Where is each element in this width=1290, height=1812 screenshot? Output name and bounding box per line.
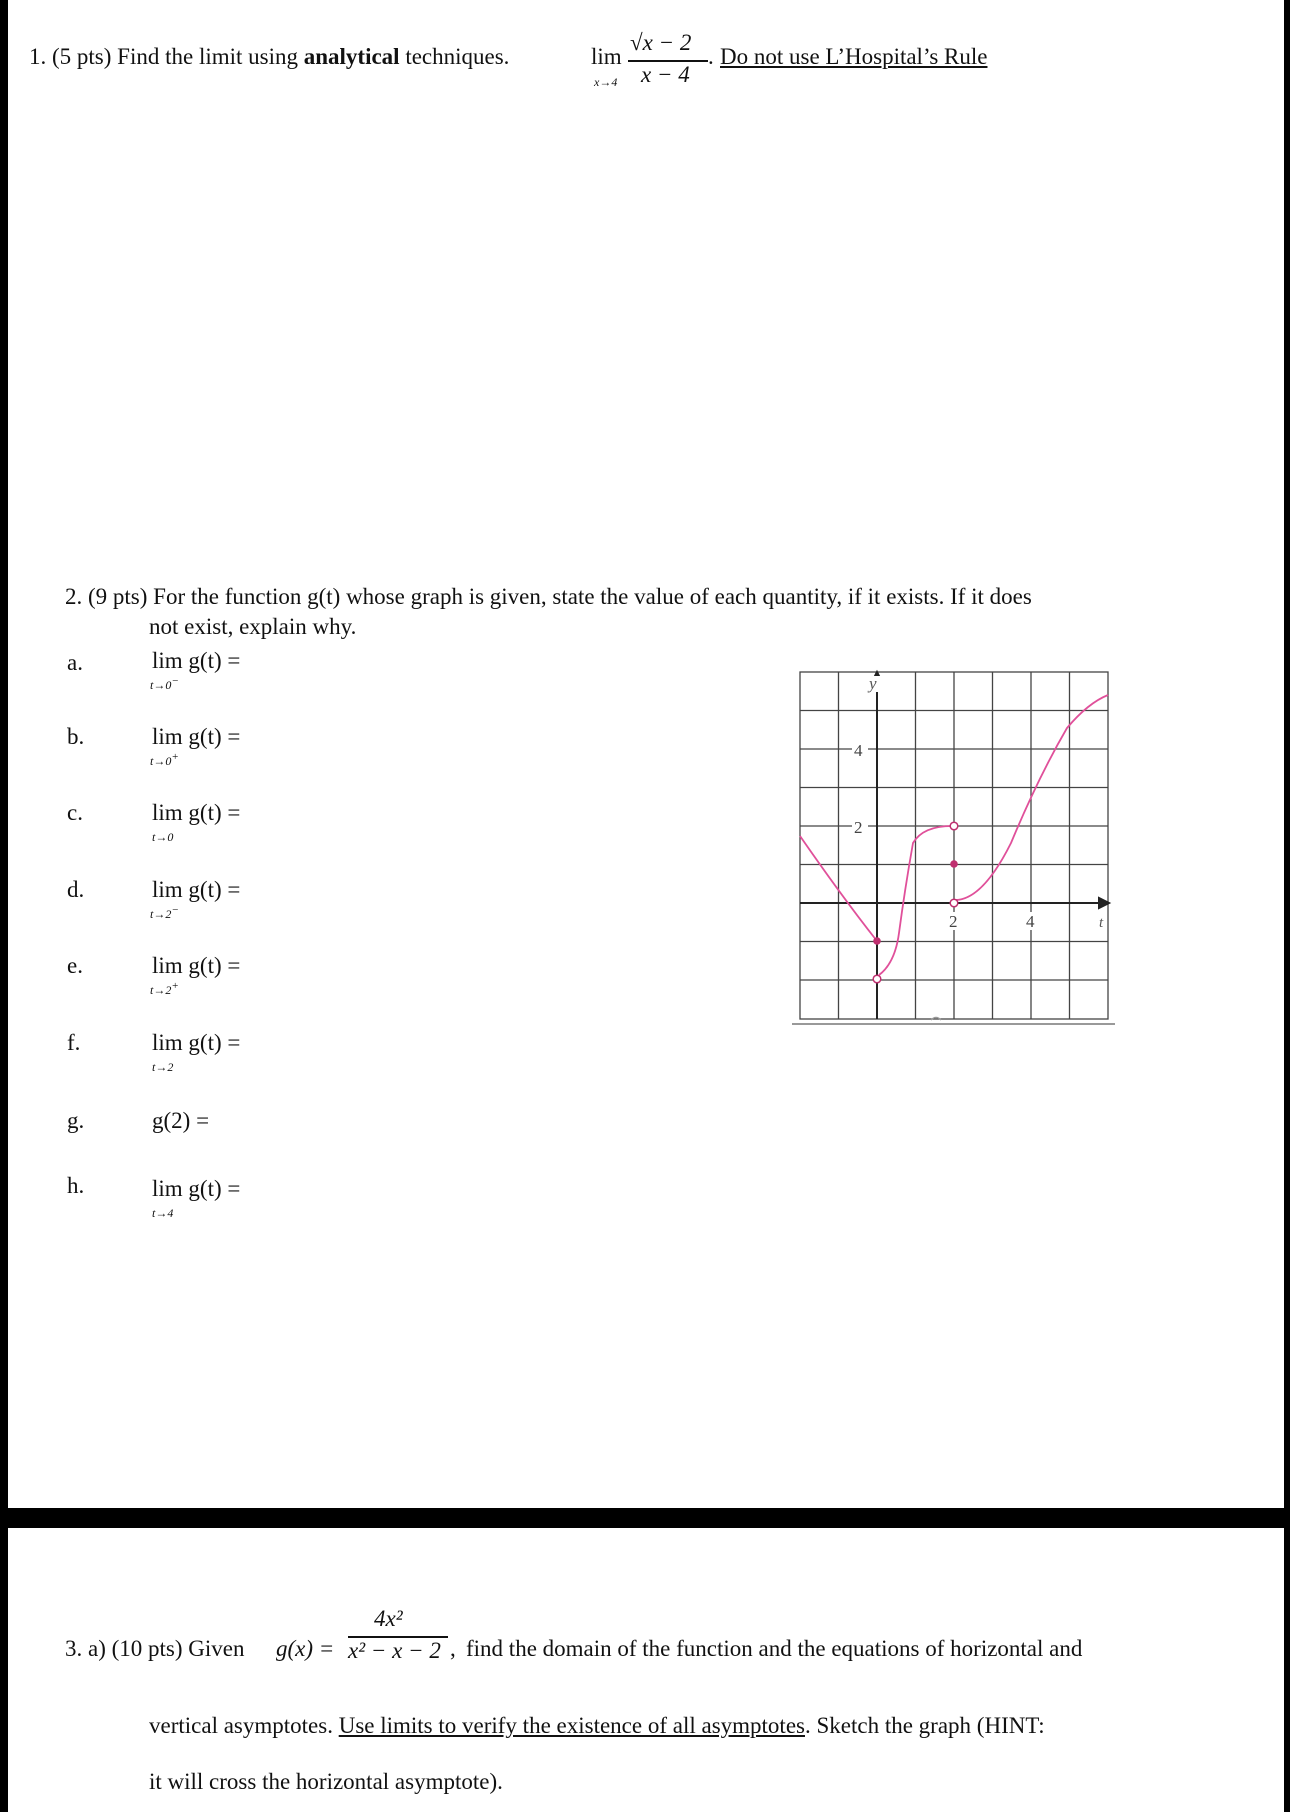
q2-item-sub: t→2+ <box>150 980 179 997</box>
q2-item-letter: e. <box>67 953 83 978</box>
page-sheet-2 <box>8 1528 1284 1812</box>
q2-item-expr: lim g(t) = <box>152 953 241 978</box>
q2-item-expr: lim g(t) = <box>152 1176 241 1201</box>
q1-period: . <box>708 44 714 69</box>
q3-line1-rest: find the domain of the function and the equations of horizontal and <box>466 1636 1083 1661</box>
q3-line2: vertical asymptotes. Use limits to verify the existence of all asymptotes. Sketch the graph (HINT: <box>149 1713 1045 1738</box>
tick-label-t4: 4 <box>1026 912 1035 931</box>
q2-item-letter: b. <box>67 724 85 749</box>
q2-item-letter: c. <box>67 800 83 825</box>
q3-g-of-x: g(x) = <box>276 1636 335 1661</box>
curve-right-branch <box>956 695 1108 900</box>
q1-prefix: 1. (5 pts) Find the limit using <box>29 44 304 69</box>
q3-line3: it will cross the horizontal asymptote). <box>149 1769 503 1794</box>
q2-item-letter: h. <box>67 1173 85 1198</box>
q1-bold-word: analytical <box>303 44 400 69</box>
q1-denominator: x − 4 <box>641 62 690 87</box>
q2-item-letter: d. <box>67 877 85 902</box>
q1-lim: lim <box>591 44 622 69</box>
q3-comma: , <box>450 1636 456 1661</box>
q1-lim-sub: x→4 <box>594 75 618 89</box>
g-of-t-graph <box>783 663 1123 1033</box>
q2-item-sub: t→2− <box>150 904 179 921</box>
q2-line1: 2. (9 pts) For the function g(t) whose graph is given, state the value of each quantity, if it exists. If it does <box>65 584 1032 609</box>
q3-prefix: 3. a) (10 pts) Given <box>65 1636 245 1661</box>
q2-item-expr: lim g(t) = <box>152 724 241 749</box>
q2-item-sub: t→2 <box>152 1060 174 1074</box>
open-point-t2-upper <box>950 822 958 830</box>
closed-point-t2 <box>950 860 958 868</box>
q2-item-expr: lim g(t) = <box>152 800 241 825</box>
open-point-t2-lower <box>950 899 958 907</box>
tick-label-y2: 2 <box>854 818 863 837</box>
q2-item-sub: t→0 <box>152 830 174 844</box>
q3-denominator: x² − x − 2 <box>348 1638 441 1663</box>
open-point-t0 <box>873 975 881 983</box>
q3-numerator: 4x² <box>374 1606 403 1631</box>
q1-text <box>29 44 509 70</box>
q2-item-expr: lim g(t) = <box>152 1030 241 1055</box>
y-axis-label: y <box>869 674 877 693</box>
q2-item-sub: t→0+ <box>150 751 179 768</box>
q2-item-letter: f. <box>67 1030 81 1055</box>
q2-item-expr: lim g(t) = <box>152 648 241 673</box>
q2-item-expr: g(2) = <box>152 1108 210 1133</box>
q2-item-letter: a. <box>67 650 83 675</box>
q2-line2: not exist, explain why. <box>149 614 357 639</box>
closed-point-t0 <box>873 937 881 945</box>
page-sheet-1 <box>8 0 1284 1508</box>
q1-numerator: √x − 2 <box>630 30 692 55</box>
q2-item-sub: t→0− <box>150 675 179 692</box>
q2-item-letter: g. <box>67 1108 85 1133</box>
q1-note: Do not use L’Hospital’s Rule <box>720 44 988 69</box>
t-axis-label: t <box>1099 915 1104 931</box>
tick-label-t2: 2 <box>949 912 958 931</box>
tick-label-y4: 4 <box>854 741 863 760</box>
graph-grid <box>800 672 1108 1019</box>
q1-suffix: techniques. <box>399 44 510 69</box>
q2-item-sub: t→4 <box>152 1206 174 1220</box>
q2-item-expr: lim g(t) = <box>152 877 241 902</box>
